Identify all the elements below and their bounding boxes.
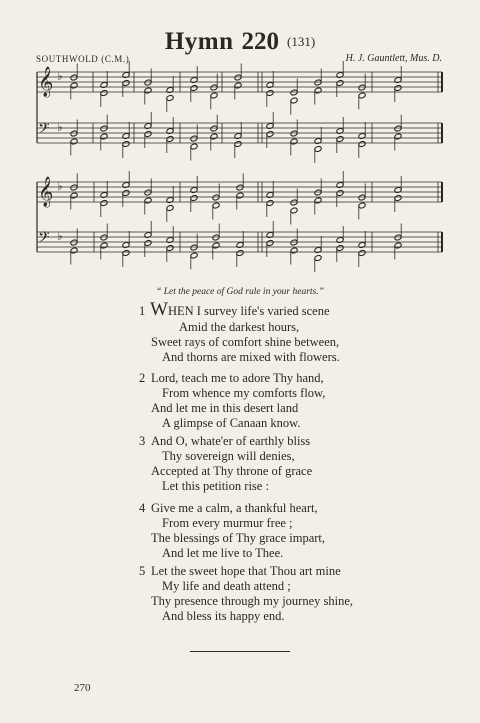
verse-line: From every murmur free ; bbox=[162, 516, 293, 530]
verse-number: 4 bbox=[139, 501, 146, 515]
drop-cap: W bbox=[150, 299, 168, 320]
verse-line: Let this petition rise : bbox=[162, 479, 269, 493]
verse-number: 3 bbox=[139, 434, 146, 448]
closing-rule bbox=[190, 651, 290, 652]
hymn-title-word: Hymn bbox=[164, 28, 234, 55]
hymn-alt-number: (131) bbox=[287, 34, 316, 49]
treble-clef-icon: 𝄞 bbox=[38, 67, 54, 97]
verse-line: Thy sovereign will denies, bbox=[162, 449, 295, 463]
verse-line: Accepted at Thy throne of grace bbox=[151, 464, 313, 478]
verse-number: 5 bbox=[139, 564, 146, 578]
flat-sign-icon: ♭ bbox=[57, 120, 63, 134]
verse-line: And bless its happy end. bbox=[162, 609, 285, 623]
verse-line: Thy presence through my journey shine, bbox=[151, 594, 354, 608]
composer-credit: H. J. Gauntlett, Mus. D. bbox=[345, 53, 442, 64]
verse-line: The blessings of Thy grace impart, bbox=[151, 531, 326, 545]
treble-clef-icon: 𝄞 bbox=[38, 177, 54, 207]
tune-name: SOUTHWOLD (C.M.) bbox=[36, 54, 130, 64]
hymn-number: 220 bbox=[241, 28, 279, 55]
verse-line: And thorns are mixed with flowers. bbox=[162, 350, 340, 364]
scripture-motto: “ Let the peace of God rule in your hearts.” bbox=[156, 287, 324, 297]
verse-line: And O, whate'er of earthly bliss bbox=[151, 434, 311, 448]
verse-line: A glimpse of Canaan know. bbox=[162, 416, 301, 430]
verse-number: 2 bbox=[139, 371, 146, 385]
flat-sign-icon: ♭ bbox=[57, 229, 63, 243]
music-score bbox=[0, 0, 480, 290]
verse-line: WHEN I survey life's varied scene bbox=[150, 299, 330, 320]
verse-number: 1 bbox=[139, 304, 146, 318]
verse-line: From whence my comforts flow, bbox=[162, 386, 326, 400]
bass-clef-icon: 𝄢 bbox=[38, 229, 50, 250]
verse-line: Let the sweet hope that Thou art mine bbox=[151, 564, 341, 578]
verse-line: And let me live to Thee. bbox=[162, 546, 284, 560]
verse-line: Lord, teach me to adore Thy hand, bbox=[151, 371, 324, 385]
page-number: 270 bbox=[74, 682, 91, 694]
verse-line: My life and death attend ; bbox=[162, 579, 291, 593]
flat-sign-icon: ♭ bbox=[57, 69, 63, 83]
verse-line: Sweet rays of comfort shine between, bbox=[151, 335, 340, 349]
bass-clef-icon: 𝄢 bbox=[38, 120, 50, 141]
verse-line: And let me in this desert land bbox=[151, 401, 299, 415]
flat-sign-icon: ♭ bbox=[57, 179, 63, 193]
verse-line: Amid the darkest hours, bbox=[179, 320, 300, 334]
verse-line: Give me a calm, a thankful heart, bbox=[151, 501, 318, 515]
